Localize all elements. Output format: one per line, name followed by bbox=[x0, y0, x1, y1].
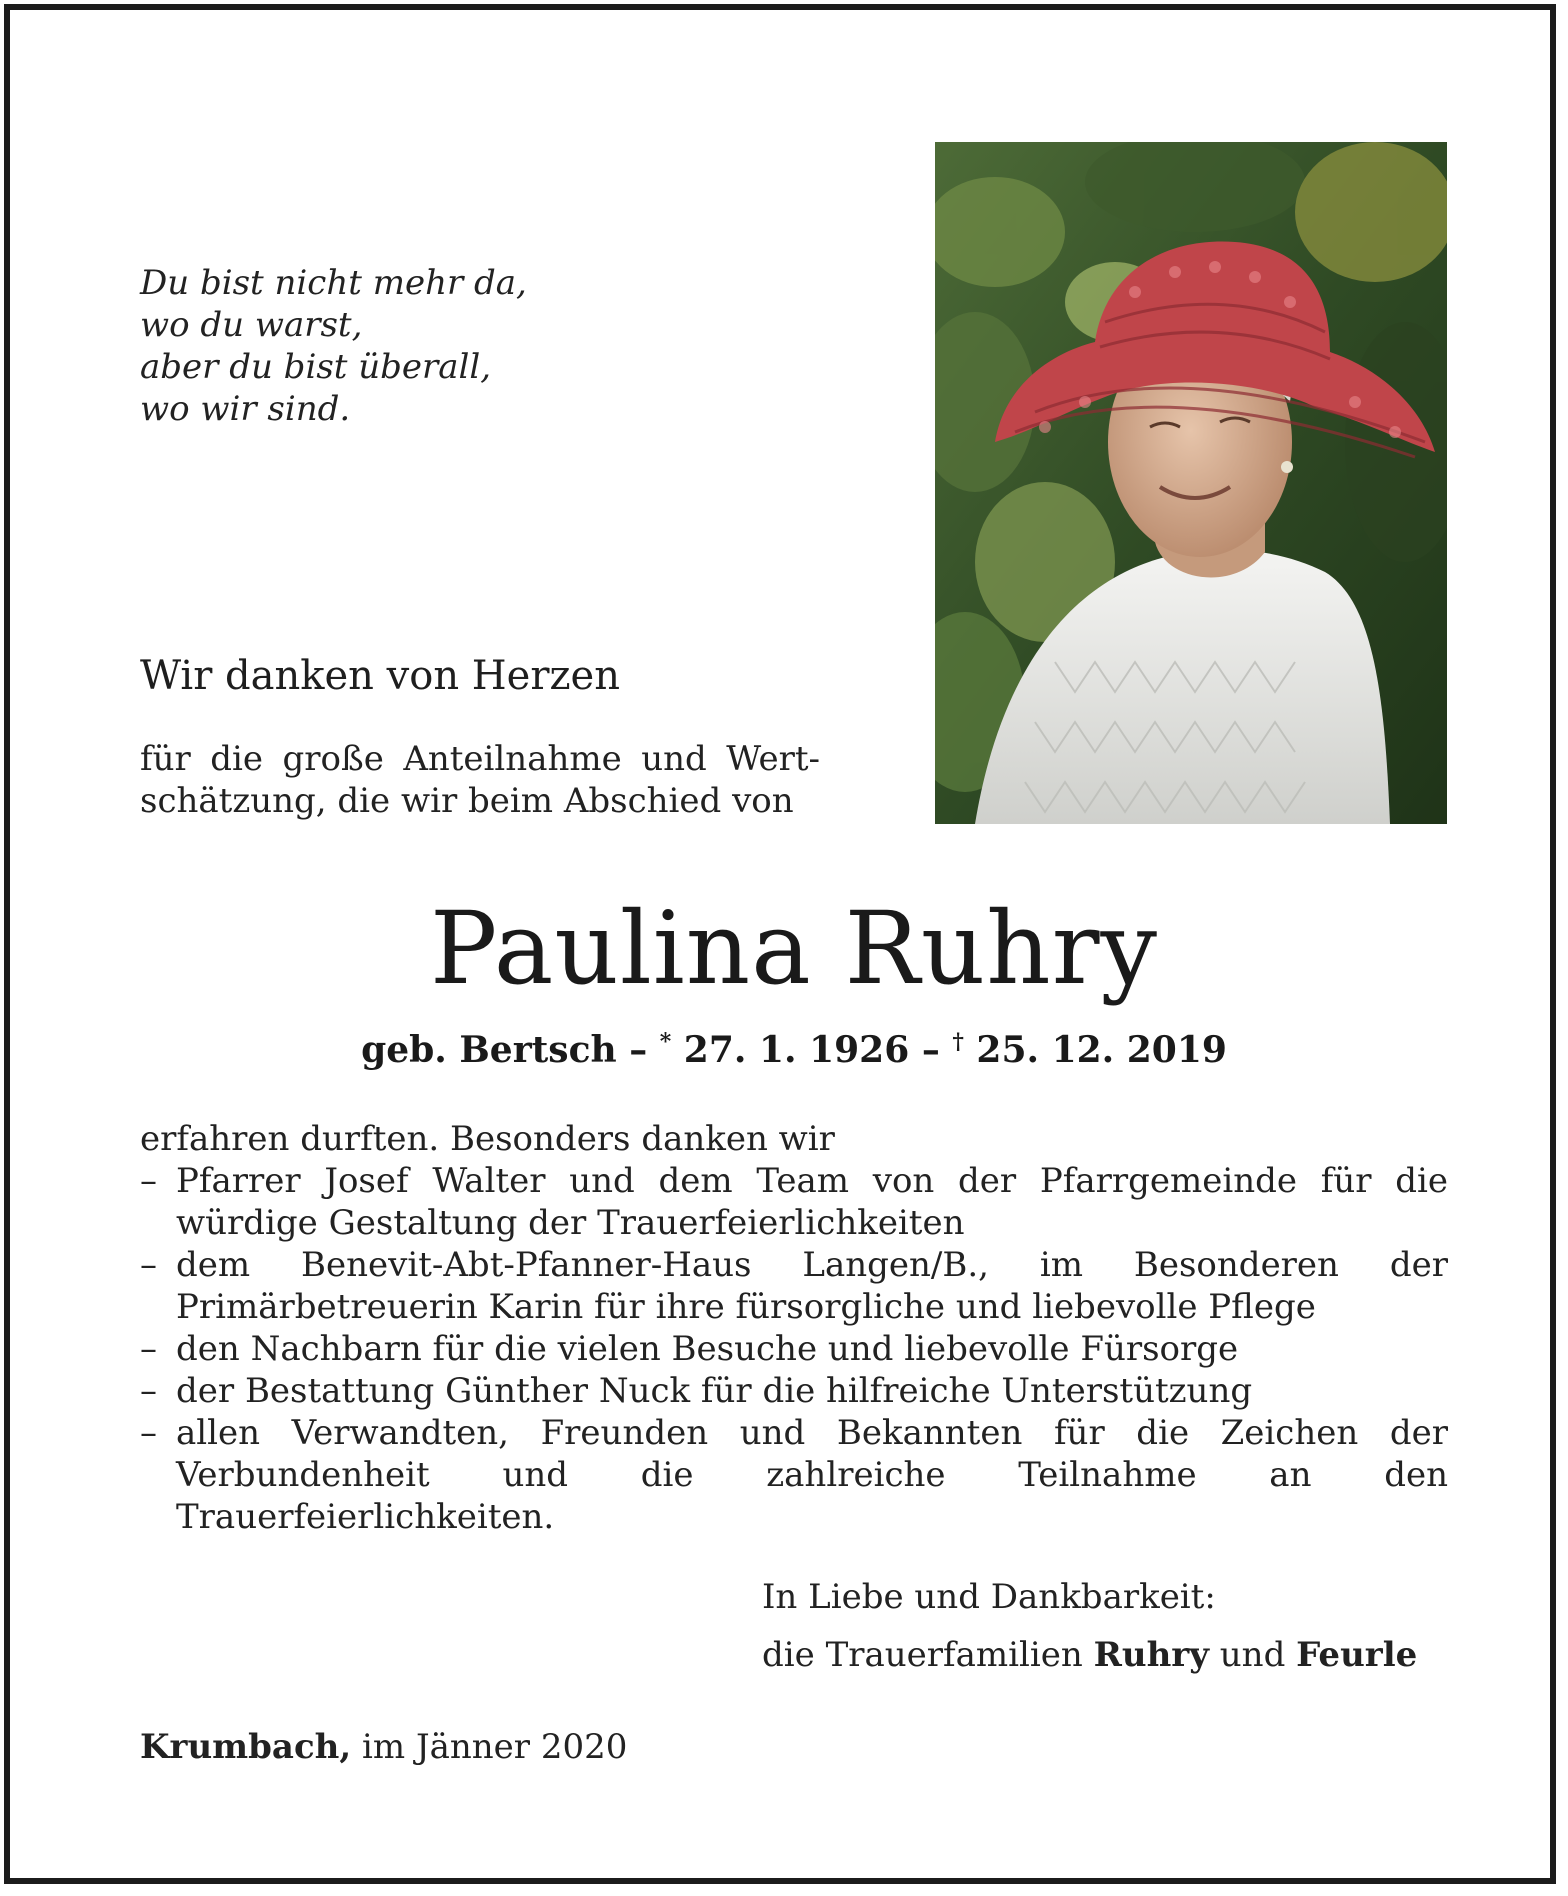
dash-bullet: – bbox=[140, 1329, 157, 1369]
poem-line: wo wir sind. bbox=[140, 389, 351, 429]
poem-line: wo du warst, bbox=[140, 305, 363, 345]
death-symbol: † bbox=[952, 1029, 964, 1055]
dash-bullet: – bbox=[140, 1245, 157, 1285]
list-item bbox=[140, 1244, 1448, 1328]
place-date-text: im Jänner 2020 bbox=[351, 1727, 628, 1767]
list-item-text: den Nachbarn für die vielen Besuche und liebevolle Fürsorge bbox=[176, 1329, 1239, 1369]
memorial-poem bbox=[140, 262, 527, 430]
list-item bbox=[140, 1328, 1448, 1370]
intro-line: schätzung, die wir beim Abschied von bbox=[140, 781, 794, 821]
intro-line: für die große Anteilnahme und Wert- bbox=[140, 739, 820, 779]
thanks-body bbox=[140, 1118, 1448, 1538]
signature-conjunction: und bbox=[1208, 1635, 1297, 1675]
signature-line bbox=[762, 1626, 1417, 1684]
list-item-text: Pfarrer Josef Walter und dem Team von der Pfarrgemeinde für die würdige Gestaltung der Trauerfeierlichkeiten bbox=[176, 1161, 1448, 1243]
portrait-photo bbox=[935, 142, 1447, 824]
birth-date: 27. 1. 1926 bbox=[671, 1029, 910, 1071]
signature-line: In Liebe und Dankbarkeit: bbox=[762, 1577, 1216, 1617]
dash-bullet: – bbox=[140, 1413, 157, 1453]
intro-text bbox=[140, 738, 820, 822]
poem-line: Du bist nicht mehr da, bbox=[140, 263, 527, 303]
dash-bullet: – bbox=[140, 1371, 157, 1411]
birth-symbol: * bbox=[659, 1029, 672, 1055]
obituary-frame bbox=[4, 4, 1556, 1884]
thanks-heading: Wir danken von Herzen bbox=[140, 653, 620, 699]
family-name: Feurle bbox=[1296, 1635, 1418, 1675]
signature-block bbox=[762, 1568, 1417, 1684]
list-item bbox=[140, 1412, 1448, 1538]
thanks-lead: erfahren durften. Besonders danken wir bbox=[140, 1119, 835, 1159]
dash-bullet: – bbox=[140, 1161, 157, 1201]
place-town: Krumbach, bbox=[140, 1727, 352, 1767]
death-date: 25. 12. 2019 bbox=[963, 1029, 1227, 1071]
list-item bbox=[140, 1160, 1448, 1244]
birth-name: geb. Bertsch bbox=[361, 1029, 617, 1071]
list-item-text: dem Benevit-Abt-Pfanner-Haus Langen/B., im Besonderen der Primärbetreuerin Karin für ihre fürsorgliche und liebevolle Pflege bbox=[176, 1245, 1448, 1327]
thanks-list bbox=[140, 1160, 1448, 1538]
poem-line: aber du bist überall, bbox=[140, 347, 492, 387]
life-dates bbox=[10, 1018, 1568, 1074]
deceased-name: Paulina Ruhry bbox=[430, 890, 1158, 1007]
signature-prefix: die Trauerfamilien bbox=[762, 1635, 1094, 1675]
date-separator: – bbox=[909, 1029, 953, 1071]
date-separator: – bbox=[616, 1029, 660, 1071]
list-item-text: der Bestattung Günther Nuck für die hilfreiche Unterstützung bbox=[176, 1371, 1253, 1411]
portrait-photo-icon bbox=[935, 142, 1447, 824]
list-item-text: allen Verwandten, Freunden und Bekannten für die Zeichen der Verbundenheit und die zahlreiche Teilnahme an den Trauerfeierlichkeiten. bbox=[176, 1413, 1448, 1537]
family-name: Ruhry bbox=[1093, 1635, 1209, 1675]
place-date bbox=[140, 1726, 627, 1768]
list-item bbox=[140, 1370, 1448, 1412]
